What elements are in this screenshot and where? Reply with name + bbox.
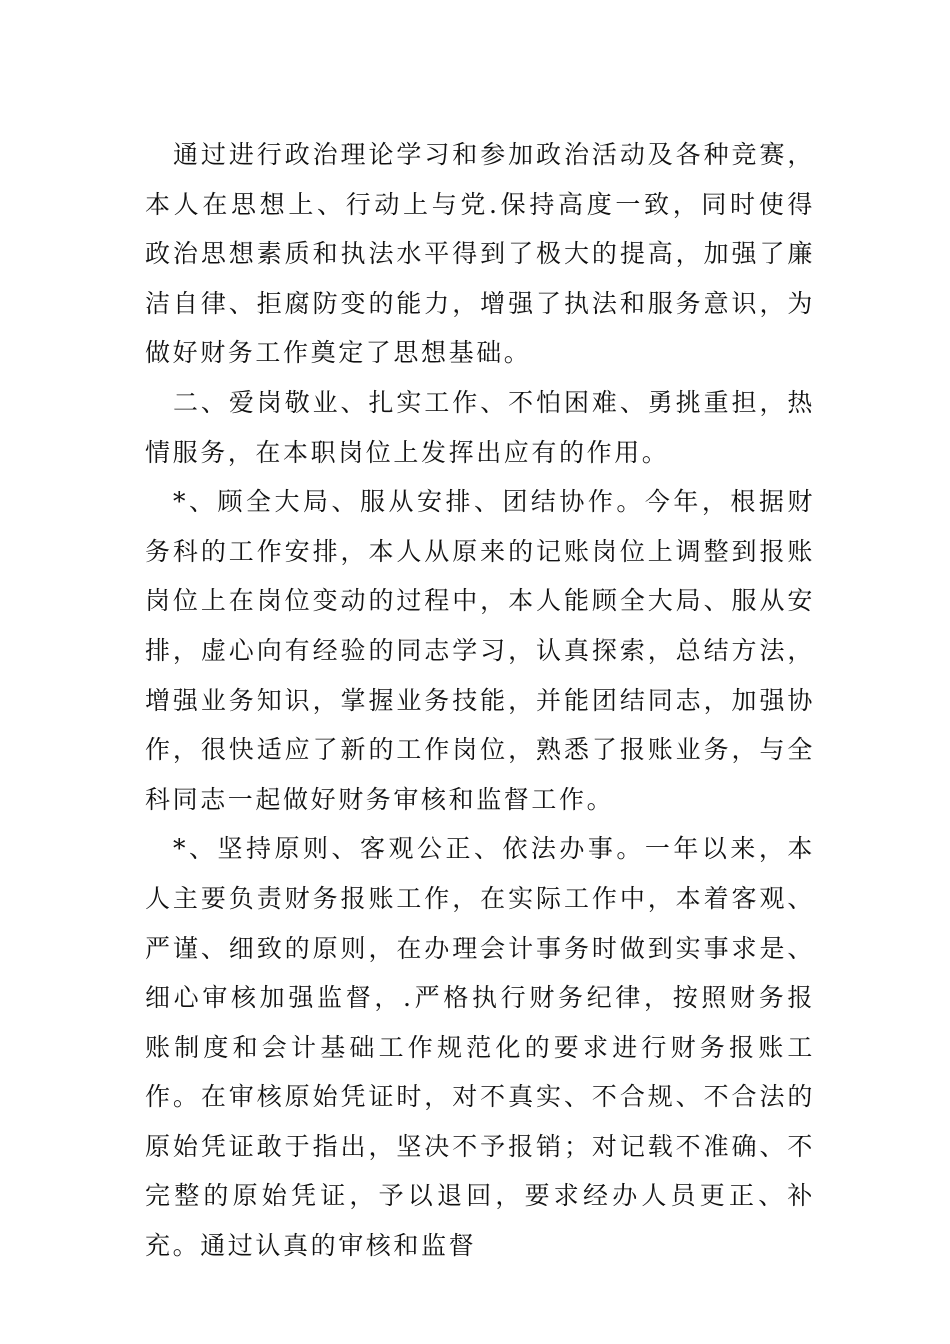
paragraph-political-study: 通过进行政治理论学习和参加政治活动及各种竞赛，本人在思想上、行动上与党.保持高度一致，同时使得政治思想素质和执法水平得到了极大的提高，加强了廉洁自律、拒腐防变的能力，增强了执法和服务意识，为做好财务工作奠定了思想基础。 bbox=[145, 140, 815, 368]
paragraph-teamwork: *、顾全大局、服从安排、团结协作。今年，根据财务科的工作安排，本人从原来的记账岗位上调整到报账岗位上在岗位变动的过程中，本人能顾全大局、服从安排，虚心向有经验的同志学习，认真探索，总结方法，增强业务知识，掌握业务技能，并能团结同志，加强协作，很快适应了新的工作岗位，熟悉了报账业务，与全科同志一起做好财务审核和监督工作。 bbox=[145, 487, 815, 814]
paragraph-section-two-heading: 二、爱岗敬业、扎实工作、不怕困难、勇挑重担，热情服务，在本职岗位上发挥出应有的作用。 bbox=[145, 387, 815, 467]
document-body bbox=[145, 130, 815, 1271]
paragraph-principles: *、坚持原则、客观公正、依法办事。一年以来，本人主要负责财务报账工作，在实际工作中，本着客观、严谨、细致的原则，在办理会计事务时做到实事求是、细心审核加强监督，.严格执行财务纪律，按照财务报账制度和会计基础工作规范化的要求进行财务报账工作。在审核原始凭证时，对不真实、不合规、不合法的原始凭证敢于指出，坚决不予报销；对记载不准确、不完整的原始凭证，予以退回，要求经办人员更正、补充。通过认真的审核和监督 bbox=[145, 834, 815, 1261]
